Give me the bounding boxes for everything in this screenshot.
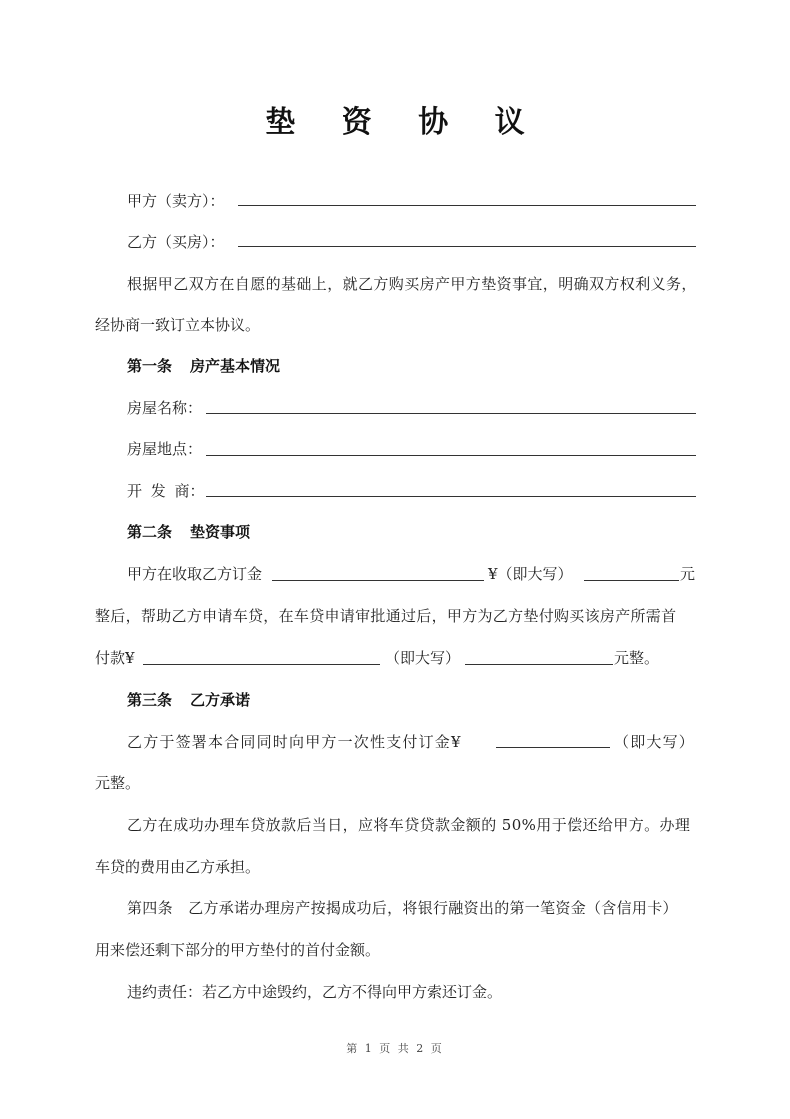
party-a-field[interactable]: [238, 205, 696, 206]
page-footer: 第 1 页 共 2 页: [346, 1042, 444, 1055]
article-3-title: 乙方承诺: [190, 691, 251, 709]
party-b-label: 乙方（买房）：: [127, 233, 225, 251]
article-3-deposit-field[interactable]: [496, 747, 610, 748]
deposit-words-field[interactable]: [584, 580, 679, 581]
article-3-p1c: 元整。: [95, 774, 141, 792]
article-3-p2-line-2: 车贷的费用由乙方承担。: [95, 858, 261, 876]
breach-clause: 违约责任：若乙方中途毁约，乙方不得向甲方索还订金。: [127, 983, 503, 1001]
deposit-amount-field[interactable]: [272, 580, 484, 581]
party-a-label: 甲方（卖方）：: [127, 192, 225, 210]
article-3-p1a: 乙方于签署本合同同时向甲方一次性支付订金¥: [127, 733, 462, 751]
house-location-field[interactable]: [206, 455, 696, 456]
article-3-p1b: （即大写）: [614, 733, 696, 751]
intro-line-1: 根据甲乙双方在自愿的基础上，就乙方购买房产甲方垫资事宜，明确双方权利义务，: [127, 275, 697, 293]
article-2-line-2: 整后，帮助乙方申请车贷，在车贷申请审批通过后，甲方为乙方垫付购买该房产所需首: [95, 607, 677, 625]
article-1-heading: [127, 356, 280, 376]
intro-line-2: 经协商一致订立本协议。: [95, 316, 261, 334]
developer-field[interactable]: [206, 496, 696, 497]
article-3-number: 第三条: [127, 691, 173, 709]
house-location-label: 房屋地点：: [127, 440, 203, 458]
article-2-line-1b: ¥（即大写）: [488, 565, 573, 583]
article-2-title: 垫资事项: [190, 523, 251, 541]
article-2-line-3c: 元整。: [614, 649, 660, 667]
article-2-line-1a: 甲方在收取乙方订金: [127, 565, 263, 583]
article-2-line-3b: （即大写）: [385, 649, 461, 667]
article-2-heading: [127, 522, 250, 542]
article-1-number: 第一条: [127, 357, 173, 375]
house-name-field[interactable]: [206, 413, 696, 414]
article-3-heading: [127, 690, 250, 710]
document-title: 垫 资 协 议: [265, 105, 543, 140]
article-4-line-2: 用来偿还剩下部分的甲方垫付的首付金额。: [95, 941, 381, 959]
article-2-line-3a: 付款¥: [95, 649, 135, 667]
article-2-line-1c: 元: [680, 565, 696, 583]
article-4-line-1: 第四条 乙方承诺办理房产按揭成功后，将银行融资出的第一笔资金（含信用卡）: [127, 899, 678, 917]
party-b-field[interactable]: [238, 246, 696, 247]
house-name-label: 房屋名称：: [127, 399, 203, 417]
article-2-number: 第二条: [127, 523, 173, 541]
developer-label: 开 发 商：: [127, 482, 205, 500]
article-1-title: 房产基本情况: [190, 357, 281, 375]
down-payment-amount-field[interactable]: [143, 664, 380, 665]
down-payment-words-field[interactable]: [465, 664, 613, 665]
article-3-p2-line-1: 乙方在成功办理车贷放款后当日，应将车贷贷款金额的 50%用于偿还给甲方。办理: [127, 816, 691, 834]
